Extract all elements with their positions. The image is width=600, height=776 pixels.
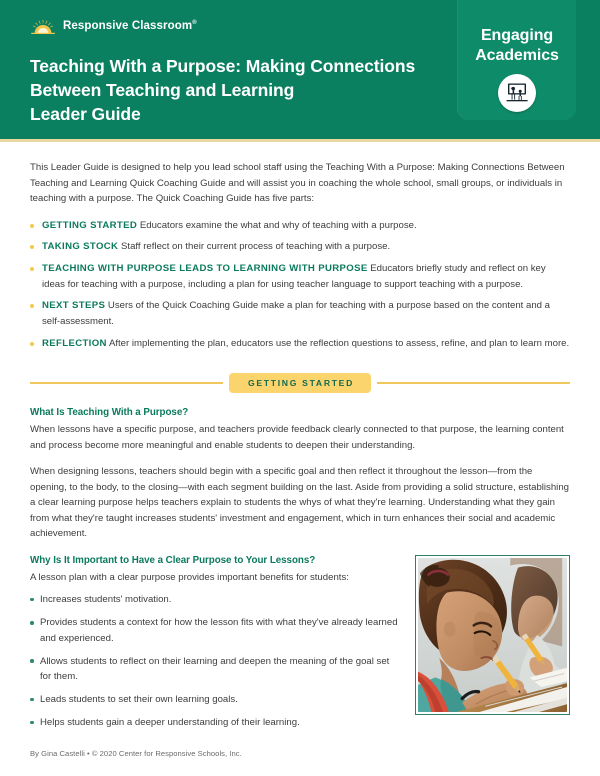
part-description: After implementing the plan, educators use the reflection questions to assess, refine, and plan to learn more. [108,337,570,349]
part-name: REFLECTION [42,337,107,349]
section-heading-what-is-teaching-with-a-purpose: What Is Teaching With a Purpose? [30,407,189,418]
registered-mark: ® [192,20,197,27]
divider-rule-right [377,382,570,384]
footer-credit: By Gina Castelli • © 2020 Center for Responsive Schools, Inc. [30,749,242,758]
part-description: Educators briefly study and reflect on key ideas for teaching with a purpose, including a plan for using teacher language to support teaching with a purpose. [42,263,546,290]
engaging-academics-badge [458,0,576,120]
section-label-getting-started: GETTING STARTED [229,373,371,393]
benefits-and-photo-row [30,555,570,739]
body-paragraph-3: A lesson plan with a clear purpose provides important benefits for students: [30,571,349,583]
page-body [0,142,600,738]
part-description: Users of the Quick Coaching Guide make a plan for teaching with a purpose based on the content and a self-assessment. [42,300,551,327]
list-item: Provides students a context for how the lesson fits with what they've already learned and experienced. [30,615,399,645]
page-title-line-3: Leader Guide [30,104,141,125]
badge-title [458,26,576,65]
benefits-list [30,592,399,730]
sunburst-icon [30,18,56,34]
intro-paragraph: This Leader Guide is designed to help you lead school staff using the Teaching With a Purpose: Making Connections Between Teaching and Learning Quick Coaching Guide and will assist you in coaching the whole school, small groups, or individuals in teaching with a purpose. The Quick Coaching Guide has five parts: [30,162,565,205]
list-item: Leads students to set their own learning goals. [30,692,399,707]
photo-column [415,555,570,715]
part-name: GETTING STARTED [42,219,138,231]
body-paragraph-1: When lessons have a specific purpose, and teachers provide feedback clearly connected to that purpose, the learning content and process become more meaningful and enable students to deepen their understanding. [30,424,564,451]
list-item [30,336,570,351]
page-title-line-1: Teaching With a Purpose: Making Connections [30,56,416,76]
list-item [30,298,570,329]
divider-rule-left [30,382,223,384]
two-students-writing-at-desk-photo [418,558,567,712]
benefits-column [30,555,399,739]
page-title [30,54,450,126]
list-item [30,239,570,254]
list-item: Allows students to reflect on their learning and deepen the meaning of the goal set for them. [30,654,399,684]
part-name: NEXT STEPS [42,300,106,312]
page-title-line-2: Between Teaching and Learning [30,80,295,101]
list-item: Increases students' motivation. [30,592,399,607]
guide-parts-list [30,218,570,351]
teacher-and-student-at-board-icon [498,74,536,112]
part-name: TAKING STOCK [42,241,119,253]
part-name: TEACHING WITH PURPOSE LEADS TO LEARNING WITH PURPOSE [42,263,368,275]
section-divider [30,373,570,393]
brand-name: Responsive Classroom® [63,20,197,32]
part-description: Staff reflect on their current process of teaching with a purpose. [121,241,391,253]
list-item: Helps students gain a deeper understanding of their learning. [30,715,399,730]
badge-title-line-2: Academics [475,46,559,64]
list-item [30,261,570,292]
part-description: Educators examine the what and why of teaching with a purpose. [139,219,417,231]
badge-title-line-1: Engaging [480,27,554,44]
body-paragraph-2: When designing lessons, teachers should begin with a specific goal and then reflect it throughout the lesson—from the opening, to the body, to the closing—with each segment building on the last. Aside from providing a solid structure, establishing a clear learning purpose helps teachers explain to students the whys of what they're learning. Understanding what they gain from what they're taught increases students' investment and engagement, which in turn enhances their social and academic achievement. [30,466,569,540]
section-heading-why-clear-purpose: Why Is It Important to Have a Clear Purpose to Your Lessons? [30,554,316,566]
page-header [0,0,600,142]
photo-frame [415,555,570,715]
list-item [30,218,570,233]
